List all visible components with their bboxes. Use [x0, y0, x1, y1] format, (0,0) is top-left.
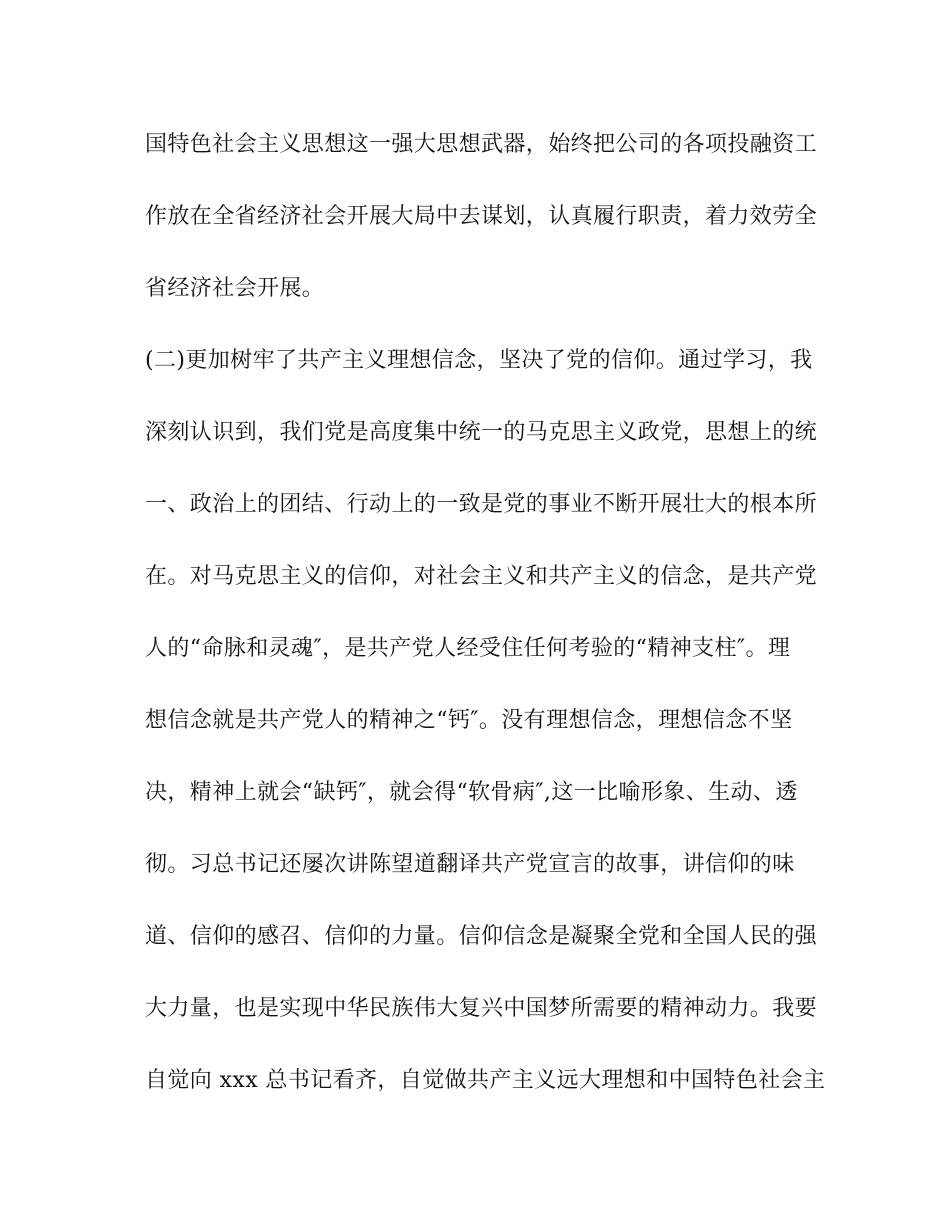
text-line: 彻。习总书记还屡次讲陈望道翻译共产党宣言的故事，讲信仰的味	[145, 852, 795, 877]
text-line: 作放在全省经济社会开展大局中去谋划，认真履行职责，着力效劳全	[145, 204, 818, 229]
text-line: 深刻认识到，我们党是高度集中统一的马克思主义政党，思想上的统	[145, 420, 818, 445]
text-line: 大力量，也是实现中华民族伟大复兴中国梦所需要的精神动力。我要	[145, 996, 818, 1021]
text-line: 一、政治上的团结、行动上的一致是党的事业不断开展壮大的根本所	[145, 492, 818, 517]
text-line: 人的“命脉和灵魂″，是共产党人经受住任何考验的“精神支柱″。理	[145, 636, 791, 661]
text-line: 在。对马克思主义的信仰，对社会主义和共产主义的信念，是共产党	[145, 564, 818, 589]
text-line: 道、信仰的感召、信仰的力量。信仰信念是凝聚全党和全国人民的强	[145, 924, 818, 949]
text-line: 决，精神上就会“缺钙″，就会得“软骨病″,这一比喻形象、生动、透	[145, 780, 798, 805]
text-line: 国特色社会主义思想这一强大思想武器，始终把公司的各项投融资工	[145, 132, 818, 157]
text-line: 想信念就是共产党人的精神之“钙″。没有理想信念，理想信念不坚	[145, 708, 793, 733]
text-line: 自觉向 xxx 总书记看齐，自觉做共产主义远大理想和中国特色社会主	[145, 1068, 826, 1093]
text-line: (二)更加树牢了共产主义理想信念，坚决了党的信仰。通过学习，我	[145, 348, 813, 373]
text-line: 省经济社会开展。	[145, 276, 325, 301]
